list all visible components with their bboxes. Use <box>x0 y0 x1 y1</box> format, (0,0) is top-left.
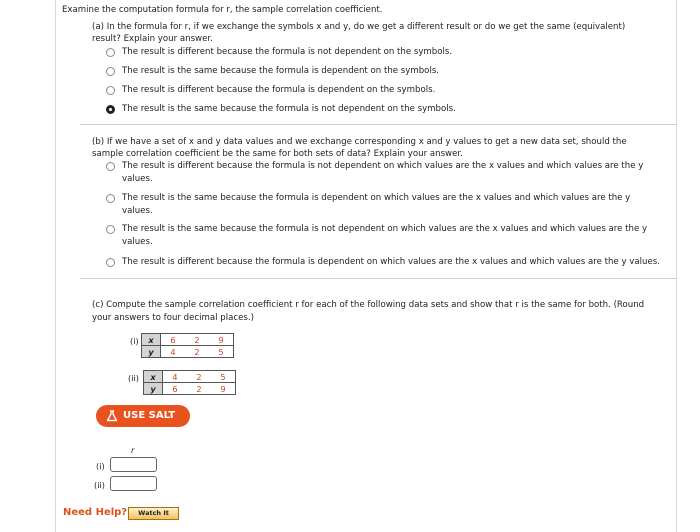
divider <box>80 124 676 125</box>
option-label: The result is the same because the formula is dependent on the symbols. <box>122 66 440 76</box>
data-cell: 6 <box>163 383 188 395</box>
data-cell: 2 <box>187 383 211 395</box>
instruction-text: Examine the computation formula for r, the sample correlation coefficient. <box>62 5 383 15</box>
option-label: The result is the same because the formula is not dependent on the symbols. <box>122 104 456 114</box>
data-cell: 2 <box>185 334 209 346</box>
option-label-line2: values. <box>122 237 153 247</box>
part-a-question-line2: result? Explain your answer. <box>92 34 213 44</box>
y-header: y <box>142 346 161 358</box>
part-b-question-line2: sample correlation coefficient be the same for both sets of data? Explain your answer. <box>92 149 463 159</box>
option-label-line1: The result is the same because the formula is not dependent on which values are the x values and which values are the y <box>122 224 648 234</box>
radio-button-selected[interactable] <box>106 105 115 114</box>
data-cell: 5 <box>211 371 236 383</box>
radio-button[interactable] <box>106 194 115 203</box>
option-label: The result is different because the formula is not dependent on the symbols. <box>122 47 453 57</box>
option-label-line2: values. <box>122 206 153 216</box>
radio-button[interactable] <box>106 48 115 57</box>
data-cell: 9 <box>211 383 236 395</box>
radio-button[interactable] <box>106 225 115 234</box>
answer-label: (i) <box>96 461 105 471</box>
need-help-label: Need Help? <box>63 507 128 518</box>
option-label-line2: values. <box>122 174 153 184</box>
x-header: x <box>144 371 163 383</box>
data-cell: 5 <box>209 346 234 358</box>
dataset-label: (ii) <box>128 373 139 383</box>
radio-button[interactable] <box>106 67 115 76</box>
table-row <box>144 383 236 395</box>
answer-input-i[interactable] <box>110 457 157 472</box>
use-salt-label: USE SALT <box>123 410 176 421</box>
data-cell: 6 <box>161 334 186 346</box>
table-row <box>142 334 234 346</box>
data-cell: 4 <box>163 371 188 383</box>
option-label-line1: The result is the same because the formula is dependent on which values are the x values and which values are the y <box>122 193 631 203</box>
y-header: y <box>144 383 163 395</box>
data-cell: 4 <box>161 346 186 358</box>
salt-flask-icon <box>106 410 118 422</box>
part-c-question-line1: (c) Compute the sample correlation coefficient r for each of the following data sets and show that r is the same for both. (Round <box>92 300 645 310</box>
option-label-line1: The result is different because the formula is dependent on which values are the x values and which values are the y values. <box>122 257 660 267</box>
radio-button[interactable] <box>106 86 115 95</box>
answer-column-header: r <box>131 445 135 455</box>
dataset-i-table <box>141 333 234 358</box>
use-salt-button[interactable] <box>96 405 190 427</box>
part-a-question-line1: (a) In the formula for r, if we exchange the symbols x and y, do we get a different result or do we get the same (equivalent) <box>92 22 626 32</box>
watch-it-button[interactable]: Watch It <box>128 507 179 520</box>
part-c-question-line2: your answers to four decimal places.) <box>92 313 254 323</box>
data-cell: 2 <box>187 371 211 383</box>
answer-label: (ii) <box>94 480 105 490</box>
dataset-label: (i) <box>130 336 139 346</box>
data-cell: 9 <box>209 334 234 346</box>
dataset-ii-table <box>143 370 236 395</box>
table-row <box>144 371 236 383</box>
option-label-line1: The result is different because the formula is not dependent on which values are the x values and which values are the y <box>122 161 644 171</box>
option-label: The result is different because the formula is dependent on the symbols. <box>122 85 436 95</box>
divider <box>80 278 676 279</box>
radio-button[interactable] <box>106 162 115 171</box>
x-header: x <box>142 334 161 346</box>
data-cell: 2 <box>185 346 209 358</box>
answer-input-ii[interactable] <box>110 476 157 491</box>
part-b-question-line1: (b) If we have a set of x and y data values and we exchange corresponding x and y values to get a new data set, should the <box>92 137 627 147</box>
table-row <box>142 346 234 358</box>
radio-button[interactable] <box>106 258 115 267</box>
